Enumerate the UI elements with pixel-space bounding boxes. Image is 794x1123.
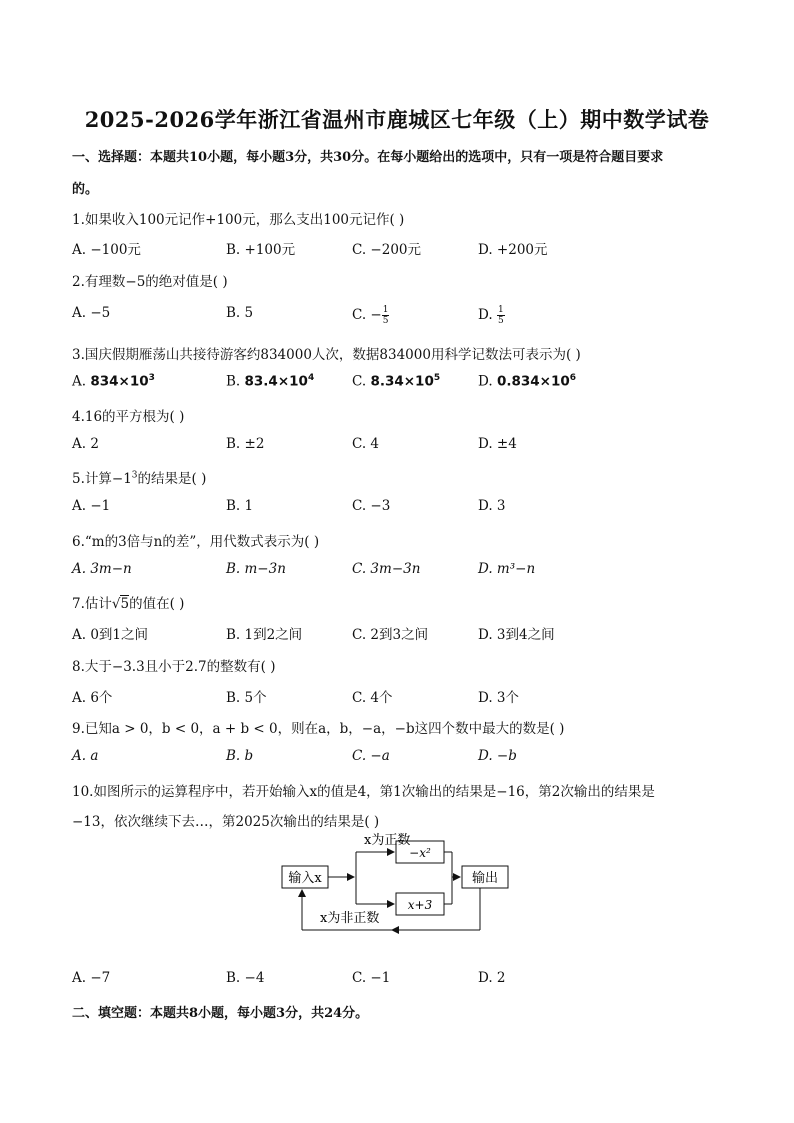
option-a: A. 2 <box>72 436 99 452</box>
option-a: A. −1 <box>72 498 111 514</box>
option-c: C. 4个 <box>352 690 393 706</box>
option-label: D. <box>478 373 497 390</box>
option-d <box>478 305 505 326</box>
option-b: B. ±2 <box>226 436 265 452</box>
option-d: D. 3 <box>478 498 506 514</box>
option-b: B. 1 <box>226 498 254 514</box>
option-exponent: 6 <box>569 373 577 383</box>
question-7-options <box>72 623 712 643</box>
section2-heading: 二、填空题：本题共8小题，每小题3分，共24分。 <box>72 1006 369 1021</box>
option-b: B. m−3n <box>226 561 286 577</box>
option-c: C. −a <box>352 748 390 764</box>
option-b: B. b <box>226 748 254 764</box>
option-d: D. 2 <box>478 970 506 986</box>
fraction-denominator: 5 <box>382 316 389 326</box>
option-base: 8.34×10 <box>370 373 434 390</box>
option-a: A. a <box>72 748 99 764</box>
option-d: D. 3到4之间 <box>478 627 555 643</box>
question-5-stem <box>72 467 206 487</box>
option-a: A. −7 <box>72 970 111 986</box>
option-d: D. ±4 <box>478 436 517 452</box>
question-2-stem: 2.有理数−5的绝对值是( ) <box>72 274 228 290</box>
option-b: B. 5 <box>226 305 254 321</box>
stem-text: 的值在( ) <box>129 596 185 612</box>
option-c-prefix: C. − <box>352 307 382 323</box>
question-6-stem: 6.“m的3倍与n的差”，用代数式表示为( ) <box>72 534 320 550</box>
stem-text: 的结果是( ) <box>137 471 207 487</box>
option-c: C. −200元 <box>352 242 422 258</box>
question-8-options <box>72 686 712 706</box>
question-5-options <box>72 498 712 518</box>
option-exponent: 3 <box>148 373 155 383</box>
question-9-options <box>72 748 712 768</box>
question-10-options <box>72 970 712 990</box>
question-10-stem-line2: −13，依次继续下去…，第2025次输出的结果是( ) <box>72 814 380 830</box>
question-1-stem: 1.如果收入100元记作+100元，那么支出100元记作( ) <box>72 212 405 228</box>
option-label: C. <box>352 373 371 390</box>
section1-heading-line1: 一、选择题：本题共10小题，每小题3分，共30分。在每小题给出的选项中，只有一项是符合题目要求 <box>72 150 664 165</box>
question-6-options <box>72 561 712 581</box>
option-exponent: 4 <box>307 373 315 383</box>
option-a: A. 6个 <box>72 690 113 706</box>
option-a: A. −5 <box>72 305 111 321</box>
question-1-options <box>72 238 712 258</box>
option-label: B. <box>226 373 245 390</box>
option-a: A. 0到1之间 <box>72 627 149 643</box>
option-d <box>478 373 576 390</box>
option-c <box>352 373 440 390</box>
stem-text: 7.估计√ <box>72 596 121 612</box>
option-c <box>352 305 389 326</box>
bottom-condition: x为非正数 <box>320 911 380 926</box>
option-base: 834×10 <box>90 373 149 390</box>
question-9-stem: 9.已知a > 0，b < 0，a + b < 0，则在a，b，−a，−b这四个数中最大的数是( ) <box>72 721 565 737</box>
option-b: B. 1到2之间 <box>226 627 303 643</box>
question-4-stem: 4.16的平方根为( ) <box>72 409 185 425</box>
fraction-numerator: 1 <box>497 305 504 315</box>
question-8-stem: 8.大于−3.3且小于2.7的整数有( ) <box>72 659 276 675</box>
option-exponent: 5 <box>433 373 441 383</box>
fraction-one-fifth <box>497 305 505 326</box>
question-2-options <box>72 305 712 325</box>
top-operation-label: −x² <box>409 846 431 860</box>
stem-exponent: 3 <box>131 470 138 481</box>
section1-heading-line2: 的。 <box>72 182 99 197</box>
question-7-stem <box>72 592 184 612</box>
option-c: C. 4 <box>352 436 380 452</box>
option-base: 0.834×10 <box>496 373 570 390</box>
fraction-numerator: 1 <box>382 305 389 315</box>
option-base: 83.4×10 <box>244 373 308 390</box>
option-c: C. −3 <box>352 498 391 514</box>
page-title: 2025-2026学年浙江省温州市鹿城区七年级（上）期中数学试卷 <box>84 107 710 132</box>
stem-text: 5.计算−1 <box>72 471 132 487</box>
top-condition: x为正数 <box>364 833 411 848</box>
option-b: B. −4 <box>226 970 265 986</box>
question-3-options <box>72 373 712 393</box>
bottom-operation-label: x+3 <box>407 898 433 912</box>
input-label: 输入x <box>288 871 322 886</box>
fraction-one-fifth <box>382 305 390 326</box>
option-a <box>72 373 155 390</box>
option-label: A. <box>72 373 91 390</box>
option-c: C. 2到3之间 <box>352 627 429 643</box>
option-b <box>226 373 314 390</box>
option-d: D. 3个 <box>478 690 520 706</box>
question-3-stem: 3.国庆假期雁荡山共接待游客约834000人次，数据834000用科学记数法可表示为( ) <box>72 347 581 363</box>
output-label: 输出 <box>471 871 499 886</box>
option-c: C. −1 <box>352 970 391 986</box>
question-10-stem-line1: 10.如图所示的运算程序中，若开始输入x的值是4，第1次输出的结果是−16，第2次输出的结果是 <box>72 784 655 800</box>
radicand: 5 <box>120 596 130 612</box>
option-d: D. −b <box>478 748 517 764</box>
fraction-denominator: 5 <box>497 316 504 326</box>
option-d: D. m³−n <box>478 561 536 577</box>
flowchart-diagram <box>272 830 522 940</box>
option-b: B. 5个 <box>226 690 267 706</box>
option-a: A. −100元 <box>72 242 141 258</box>
option-d-prefix: D. <box>478 307 497 323</box>
option-b: B. +100元 <box>226 242 296 258</box>
option-c: C. 3m−3n <box>352 561 421 577</box>
option-a: A. 3m−n <box>72 561 132 577</box>
option-d: D. +200元 <box>478 242 548 258</box>
question-4-options <box>72 436 712 456</box>
